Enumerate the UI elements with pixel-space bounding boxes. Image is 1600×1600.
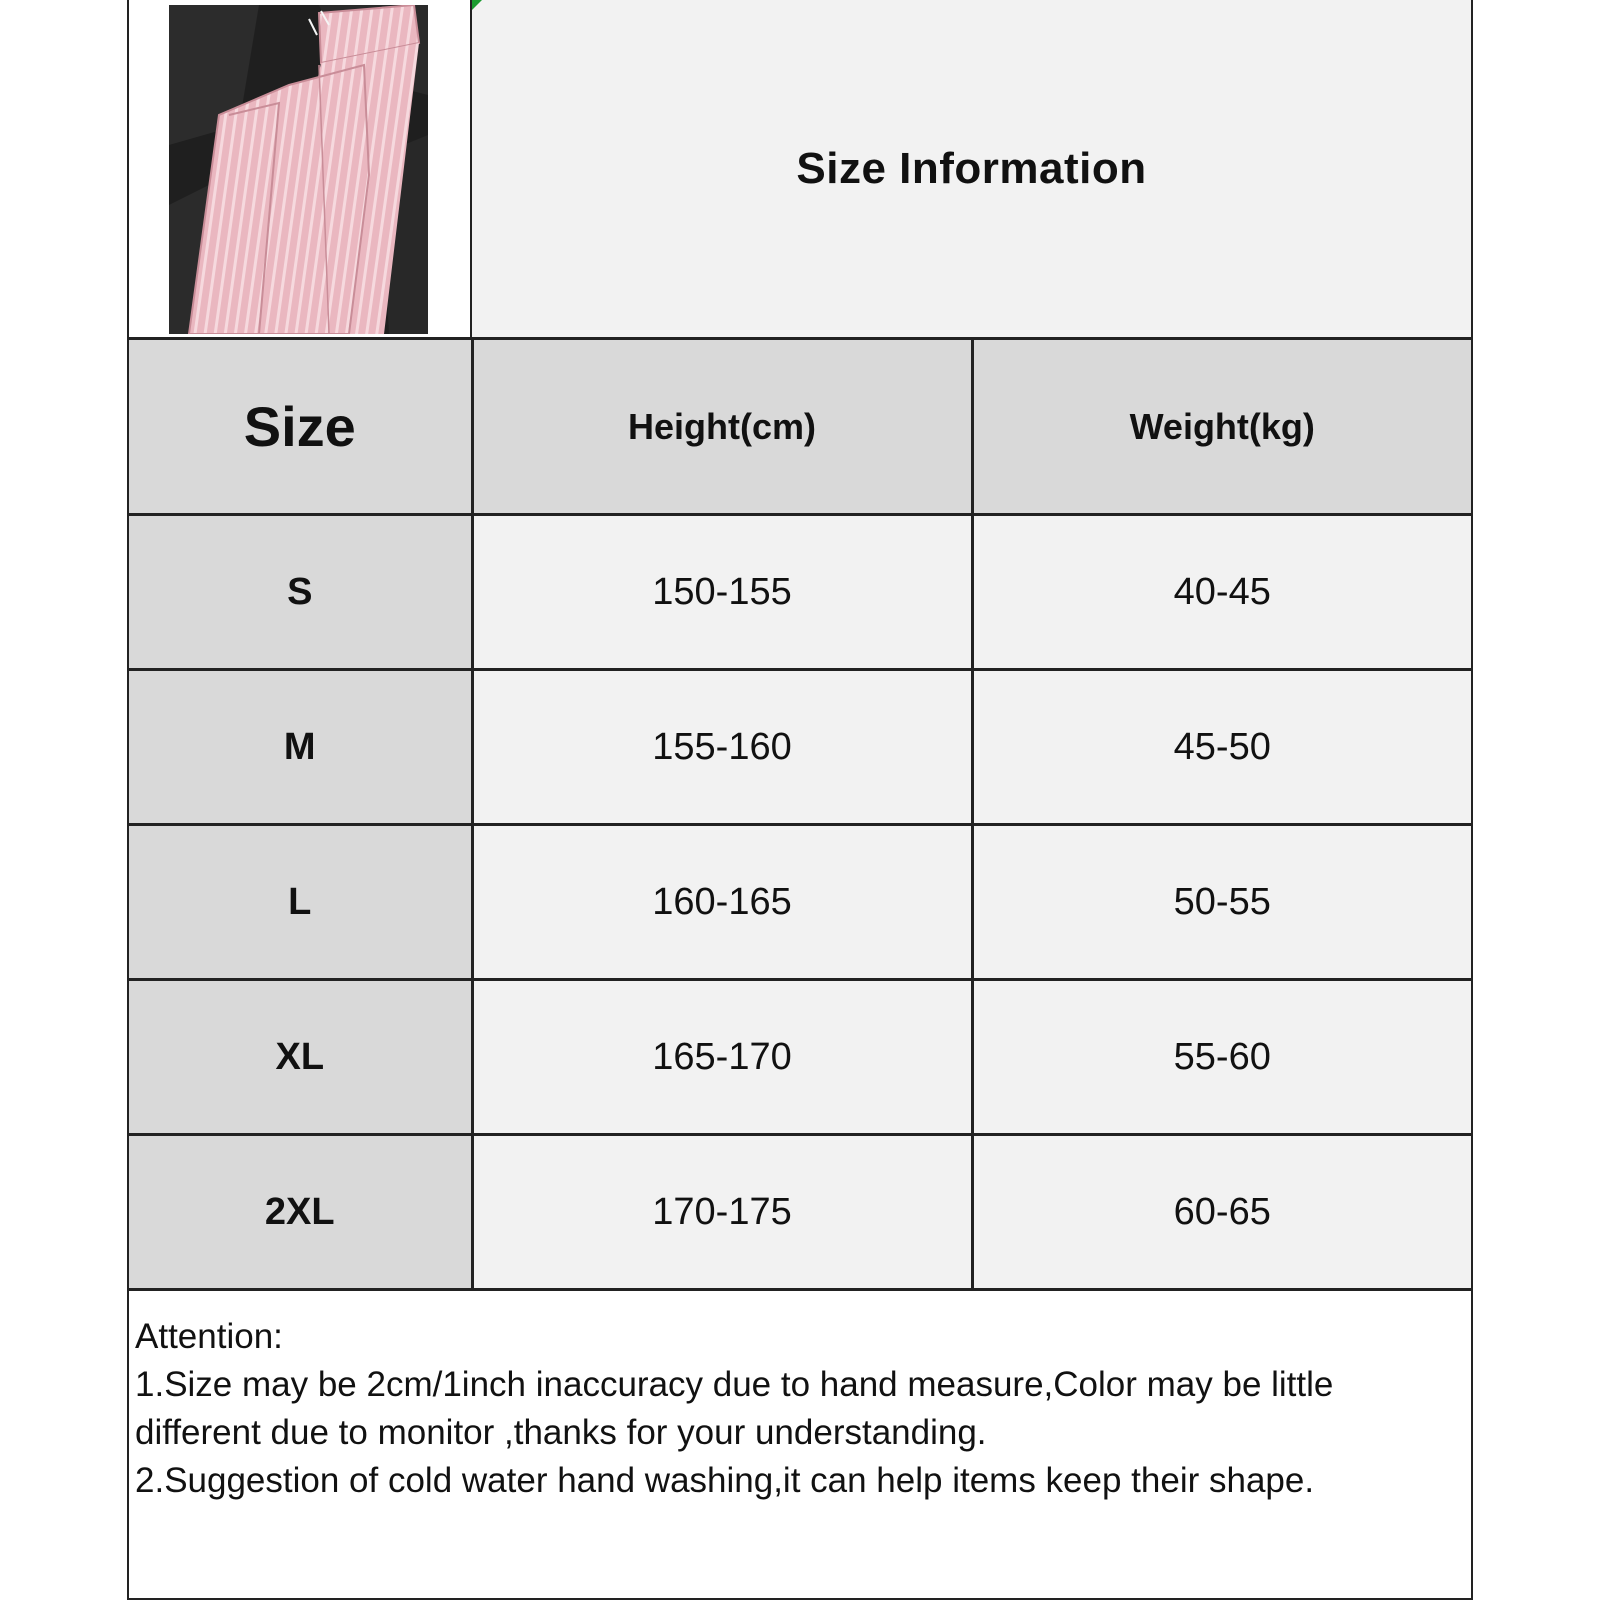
size-chart-sheet (127, 0, 1473, 1600)
weight-cell: 60-65 (972, 1135, 1471, 1290)
table-row (129, 825, 1471, 980)
height-cell: 165-170 (472, 980, 972, 1135)
cell-corner-mark (472, 0, 482, 10)
product-photo-cell (129, 0, 472, 337)
header-row (129, 0, 1471, 340)
table-row (129, 515, 1471, 670)
size-cell: XL (129, 980, 472, 1135)
column-header-height: Height(cm) (472, 340, 972, 515)
pants-image (169, 5, 428, 334)
product-photo (169, 5, 428, 334)
weight-cell: 40-45 (972, 515, 1471, 670)
weight-cell: 45-50 (972, 670, 1471, 825)
note-line-1a: 1.Size may be 2cm/1inch inaccuracy due to hand measure,Color may be little (135, 1365, 1334, 1404)
table-row (129, 980, 1471, 1135)
weight-cell: 50-55 (972, 825, 1471, 980)
size-cell: L (129, 825, 472, 980)
size-cell: M (129, 670, 472, 825)
height-cell: 155-160 (472, 670, 972, 825)
height-cell: 170-175 (472, 1135, 972, 1290)
notes-heading: Attention: (135, 1317, 283, 1356)
page-title: Size Information (796, 143, 1147, 193)
table-row (129, 1135, 1471, 1290)
note-line-2: 2.Suggestion of cold water hand washing,it can help items keep their shape. (135, 1461, 1315, 1500)
height-cell: 150-155 (472, 515, 972, 670)
height-cell: 160-165 (472, 825, 972, 980)
column-header-weight: Weight(kg) (972, 340, 1471, 515)
attention-notes (135, 1313, 1455, 1505)
title-cell (472, 0, 1471, 337)
size-cell: 2XL (129, 1135, 472, 1290)
size-table (129, 340, 1471, 1291)
note-line-1b: different due to monitor ,thanks for your understanding. (135, 1413, 987, 1452)
size-cell: S (129, 515, 472, 670)
column-header-size: Size (129, 340, 472, 515)
table-row (129, 670, 1471, 825)
table-header-row (129, 340, 1471, 515)
weight-cell: 55-60 (972, 980, 1471, 1135)
